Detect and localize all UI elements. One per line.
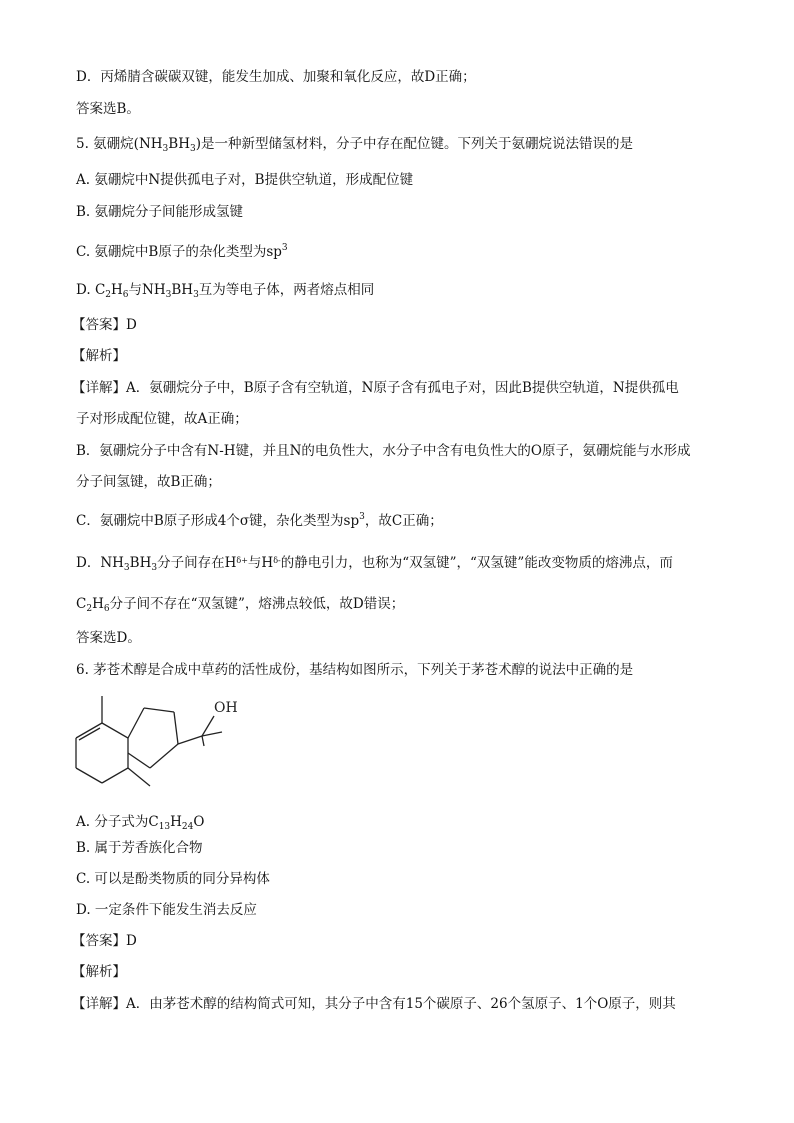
- question-6-option-c: C. 可以是酚类物质的同分异构体: [76, 871, 270, 887]
- bond: [150, 744, 178, 768]
- explanation-line: 子对形成配位键，故A正确；: [76, 411, 248, 427]
- explanation-line: D．$NH_3BH_3$分子间存在$H^{\delta+}$与$H^{\delta-}$的静电引力，也称为“双氢键”，“双氢键”能改变物质的熔沸点，而: [76, 555, 673, 573]
- bond: [128, 708, 144, 738]
- bond: [178, 736, 202, 744]
- bond: [128, 753, 150, 768]
- explanation-line: B．氨硼烷分子中含有N-H键，并且N的电负性大，水分子中含有电负性大的O原子，氨硼烷能与水形成: [76, 443, 691, 459]
- bond: [76, 723, 102, 738]
- question-5-option-a: A. 氨硼烷中N提供孤电子对，B提供空轨道，形成配位键: [76, 172, 414, 188]
- hinesol-structure-diagram: [70, 688, 260, 813]
- analysis-label: 【解析】: [72, 348, 126, 364]
- bond: [202, 732, 222, 736]
- hydroxyl-label: OH: [214, 700, 238, 716]
- bond: [128, 768, 150, 786]
- question-5-option-d: D. $C_2H_6$与$NH_3BH_3$互为等电子体，两者熔点相同: [76, 282, 375, 300]
- question-5-stem: 5. 氨硼烷$(NH_3BH_3)$是一种新型储氢材料，分子中存在配位键。下列关于氨硼烷说法错误的是: [76, 136, 633, 154]
- bond: [202, 736, 204, 746]
- question-6-stem: 6. 茅苍术醇是合成中草药的活性成份，基结构如图所示，下列关于茅苍术醇的说法中正确的是: [76, 662, 634, 678]
- bond: [102, 723, 128, 738]
- question-6-option-d: D. 一定条件下能发生消去反应: [76, 902, 257, 918]
- text-line: 答案选B。: [76, 101, 140, 117]
- explanation-line: 答案选D。: [76, 630, 141, 646]
- question-6-option-b: B. 属于芳香族化合物: [76, 840, 203, 856]
- text-line: D．丙烯腈含碳碳双键，能发生加成、加聚和氧化反应，故D正确；: [76, 69, 476, 85]
- question-5-option-c: C. 氨硼烷中B原子的杂化类型为$sp^3$: [76, 243, 288, 260]
- analysis-label: 【解析】: [72, 964, 126, 980]
- answer-label: 【答案】D: [72, 933, 137, 949]
- question-6-option-a: A. 分子式为$C_{13}H_{24}O$: [76, 814, 205, 832]
- bond: [102, 768, 128, 783]
- question-5-option-b: B. 氨硼烷分子间能形成氢键: [76, 204, 244, 220]
- answer-label: 【答案】D: [72, 317, 137, 333]
- bond: [76, 768, 102, 783]
- explanation-line: 【详解】A．由茅苍术醇的结构简式可知，其分子中含有15个碳原子、26个氢原子、1个O原子，则其: [72, 996, 676, 1012]
- explanation-line: C．氨硼烷中B原子形成4个σ键，杂化类型为$sp^3$，故C正确；: [76, 512, 443, 529]
- bond: [174, 712, 178, 744]
- explanation-line: 分子间氢键，故B正确；: [76, 474, 221, 490]
- explanation-line: 【详解】A．氨硼烷分子中，B原子含有空轨道，N原子含有孤电子对，因此B提供空轨道，N提供孤电: [72, 380, 679, 396]
- explanation-line: $C_2H_6$分子间不存在“双氢键”，熔沸点较低，故D错误；: [76, 596, 405, 614]
- bond: [144, 708, 174, 712]
- bond: [202, 716, 214, 736]
